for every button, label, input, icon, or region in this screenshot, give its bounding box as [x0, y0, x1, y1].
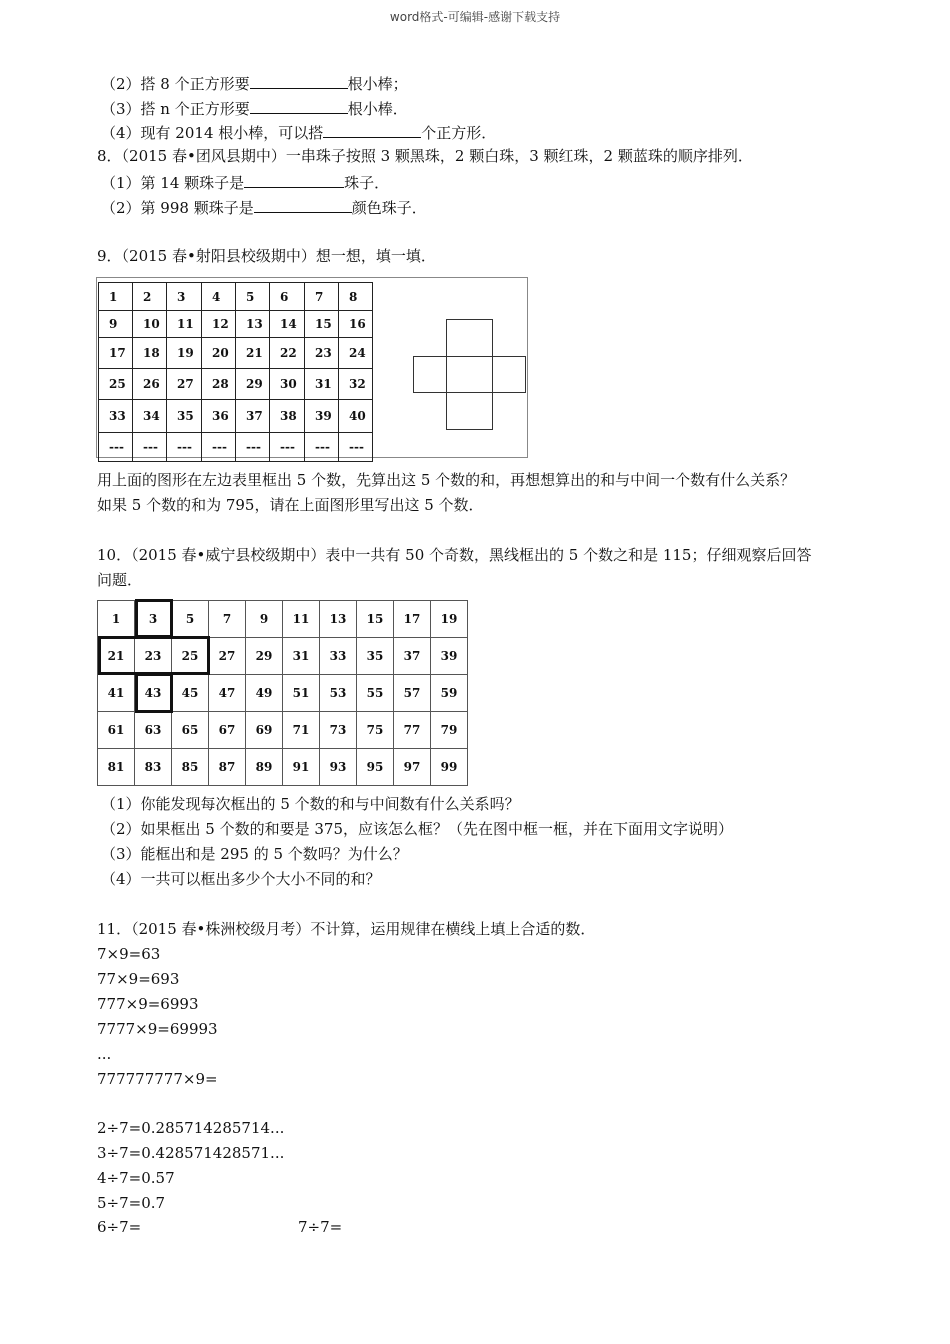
- table-cell: 18: [133, 338, 167, 369]
- table-cell: 63: [135, 712, 172, 749]
- table-cell: 67: [209, 712, 246, 749]
- q7-part3-text: （3）搭 n 个正方形要: [101, 100, 250, 118]
- table-cell: 89: [246, 749, 283, 786]
- table-cell: 53: [320, 675, 357, 712]
- table-cell: 27: [167, 369, 202, 400]
- table-cell: 23: [135, 638, 172, 675]
- table-cell: 5: [236, 283, 270, 311]
- table-cell: ---: [236, 433, 270, 462]
- q11-pattern-line: 77×9=693: [97, 970, 180, 988]
- q7-part3: [101, 97, 408, 119]
- table-cell: 43: [135, 675, 172, 712]
- table-cell: 61: [98, 712, 135, 749]
- table-cell: 20: [202, 338, 236, 369]
- table-cell: 41: [98, 675, 135, 712]
- q11-last-right: 7÷7=: [298, 1218, 343, 1236]
- table-cell: 17: [99, 338, 133, 369]
- q11-pattern-line: 777×9=6993: [97, 995, 199, 1013]
- table-cell: 17: [394, 601, 431, 638]
- table-cell: 40: [339, 400, 373, 433]
- table-cell: 47: [209, 675, 246, 712]
- table-cell: 73: [320, 712, 357, 749]
- q9-title: 9．（2015 春•射阳县校级期中）想一想，填一填．: [97, 247, 436, 265]
- table-cell: 71: [283, 712, 320, 749]
- table-cell: 35: [357, 638, 394, 675]
- answer-blank[interactable]: [323, 121, 421, 138]
- q11-last-left: 6÷7=: [97, 1218, 142, 1236]
- frame-cell-bottom: [135, 673, 173, 713]
- q7-part2-suffix: 根小棒；: [347, 75, 408, 93]
- q8-part2: [101, 196, 427, 218]
- table-cell: 23: [305, 338, 339, 369]
- table-row: [99, 338, 373, 369]
- q8-part2-text: （2）第 998 颗珠子是: [101, 199, 254, 217]
- q11-division-line: 5÷7=0.7: [97, 1194, 166, 1212]
- table-cell: 69: [246, 712, 283, 749]
- table-cell: 11: [167, 311, 202, 338]
- table-cell: 83: [135, 749, 172, 786]
- cross-cell-bottom[interactable]: [446, 392, 493, 430]
- table-row: [99, 400, 373, 433]
- table-row: [99, 311, 373, 338]
- q10-title-line1: 10．（2015 春•威宁县校级期中）表中一共有 50 个奇数，黑线框出的 5 个数之和是 115；仔细观察后回答: [97, 546, 812, 564]
- table-cell: 31: [283, 638, 320, 675]
- table-cell: 55: [357, 675, 394, 712]
- table-cell: ---: [133, 433, 167, 462]
- table-cell: 2: [133, 283, 167, 311]
- q11-division-line: 4÷7=0.57: [97, 1169, 175, 1187]
- table-cell: 75: [357, 712, 394, 749]
- frame-cell-top: [135, 599, 173, 638]
- table-cell: 27: [209, 638, 246, 675]
- table-cell: 11: [283, 601, 320, 638]
- table-cell: ---: [270, 433, 305, 462]
- table-cell: 57: [394, 675, 431, 712]
- table-cell: 51: [283, 675, 320, 712]
- cross-cell-left[interactable]: [413, 356, 447, 393]
- table-cell: 30: [270, 369, 305, 400]
- cross-cell-center[interactable]: [446, 356, 493, 393]
- table-cell: 1: [98, 601, 135, 638]
- table-cell: 10: [133, 311, 167, 338]
- table-cell: 4: [202, 283, 236, 311]
- q10-part1: （1）你能发现每次框出的 5 个数的和与中间数有什么关系吗？: [101, 795, 520, 813]
- table-cell: 34: [133, 400, 167, 433]
- table-cell: 97: [394, 749, 431, 786]
- table-cell: 81: [98, 749, 135, 786]
- q8-title: 8．（2015 春•团风县期中）一串珠子按照 3 颗黑珠，2 颗白珠，3 颗红珠，2 颗蓝珠的顺序排列．: [97, 147, 753, 165]
- table-cell: 65: [172, 712, 209, 749]
- table-cell: 9: [246, 601, 283, 638]
- table-row: [99, 369, 373, 400]
- table-cell: 99: [431, 749, 468, 786]
- table-cell: 25: [172, 638, 209, 675]
- frame-middle-row: [98, 636, 210, 675]
- table-cell: 21: [98, 638, 135, 675]
- answer-blank[interactable]: [244, 171, 344, 188]
- table-cell: 33: [99, 400, 133, 433]
- table-cell: 24: [339, 338, 373, 369]
- table-cell: 95: [357, 749, 394, 786]
- table-cell: 19: [167, 338, 202, 369]
- q7-part3-suffix: 根小棒．: [347, 100, 408, 118]
- table-cell: 85: [172, 749, 209, 786]
- table-cell: 3: [167, 283, 202, 311]
- table-cell: 13: [320, 601, 357, 638]
- table-cell: 29: [246, 638, 283, 675]
- cross-cell-right[interactable]: [492, 356, 526, 393]
- answer-blank[interactable]: [250, 72, 348, 89]
- table-row: [98, 749, 468, 786]
- table-cell: 5: [172, 601, 209, 638]
- q7-part2-text: （2）搭 8 个正方形要: [101, 75, 250, 93]
- q8-part2-suffix: 颜色珠子．: [351, 199, 427, 217]
- table-row: [98, 712, 468, 749]
- table-cell: 22: [270, 338, 305, 369]
- q11-pattern-line: 7777×9=69993: [97, 1020, 218, 1038]
- q7-part4: [101, 121, 496, 143]
- table-cell: 31: [305, 369, 339, 400]
- table-cell: 29: [236, 369, 270, 400]
- table-cell: 39: [305, 400, 339, 433]
- q7-part2: [101, 72, 408, 94]
- table-cell: 12: [202, 311, 236, 338]
- q10-part2: （2）如果框出 5 个数的和要是 375，应该怎么框？（先在图中框一框，并在下面用文字说明）: [101, 820, 734, 838]
- table-cell: 21: [236, 338, 270, 369]
- table-cell: 91: [283, 749, 320, 786]
- table-cell: 28: [202, 369, 236, 400]
- table-cell: 37: [394, 638, 431, 675]
- table-cell: 19: [431, 601, 468, 638]
- q11-division-line: 2÷7=0.285714285714...: [97, 1119, 285, 1137]
- table-cell: 39: [431, 638, 468, 675]
- table-cell: 13: [236, 311, 270, 338]
- q10-part4: （4）一共可以框出多少个大小不同的和？: [101, 870, 381, 888]
- q9-number-table: [98, 282, 373, 462]
- table-cell: 87: [209, 749, 246, 786]
- table-cell: ---: [99, 433, 133, 462]
- q8-part1-text: （1）第 14 颗珠子是: [101, 174, 245, 192]
- table-cell: 33: [320, 638, 357, 675]
- q11-pattern-line: ...: [97, 1045, 112, 1063]
- table-cell: 26: [133, 369, 167, 400]
- table-cell: 45: [172, 675, 209, 712]
- table-cell: 59: [431, 675, 468, 712]
- table-cell: 77: [394, 712, 431, 749]
- table-cell: 37: [236, 400, 270, 433]
- table-cell: 6: [270, 283, 305, 311]
- q7-part4-suffix: 个正方形．: [421, 124, 497, 142]
- answer-blank[interactable]: [254, 196, 352, 213]
- table-cell: 7: [305, 283, 339, 311]
- q11-pattern-line: 7×9=63: [97, 945, 161, 963]
- table-row: [99, 283, 373, 311]
- table-cell: 36: [202, 400, 236, 433]
- table-cell: 1: [99, 283, 133, 311]
- table-row: [99, 433, 373, 462]
- q11-division-line: 3÷7=0.428571428571...: [97, 1144, 285, 1162]
- table-cell: 7: [209, 601, 246, 638]
- table-cell: ---: [167, 433, 202, 462]
- table-cell: 25: [99, 369, 133, 400]
- table-cell: 32: [339, 369, 373, 400]
- q9-line2: 如果 5 个数的和为 795，请在上面图形里写出这 5 个数．: [97, 496, 484, 514]
- q11-pattern-line: 777777777×9=: [97, 1070, 218, 1088]
- table-cell: 14: [270, 311, 305, 338]
- table-cell: 3: [135, 601, 172, 638]
- table-cell: 15: [357, 601, 394, 638]
- q10-title-line2: 问题．: [97, 571, 143, 589]
- table-cell: ---: [202, 433, 236, 462]
- q11-title: 11．（2015 春•株洲校级月考）不计算，运用规律在横线上填上合适的数．: [97, 920, 596, 938]
- answer-blank[interactable]: [250, 97, 348, 114]
- table-cell: 79: [431, 712, 468, 749]
- table-cell: 8: [339, 283, 373, 311]
- table-cell: 35: [167, 400, 202, 433]
- q7-part4-text: （4）现有 2014 根小棒，可以搭: [101, 124, 324, 142]
- table-cell: ---: [305, 433, 339, 462]
- table-cell: 38: [270, 400, 305, 433]
- table-cell: 93: [320, 749, 357, 786]
- table-cell: 9: [99, 311, 133, 338]
- table-cell: 49: [246, 675, 283, 712]
- cross-shape-figure: [413, 319, 527, 430]
- q8-part1: [101, 171, 389, 193]
- q8-part1-suffix: 珠子．: [344, 174, 390, 192]
- table-cell: 16: [339, 311, 373, 338]
- page-header: word格式-可编辑-感谢下载支持: [389, 10, 561, 24]
- q9-line1: 用上面的图形在左边表里框出 5 个数，先算出这 5 个数的和，再想想算出的和与中间一个数有什么关系？: [97, 471, 796, 489]
- cross-cell-top[interactable]: [446, 319, 493, 357]
- table-cell: 15: [305, 311, 339, 338]
- q10-part3: （3）能框出和是 295 的 5 个数吗？为什么？: [101, 845, 408, 863]
- table-cell: ---: [339, 433, 373, 462]
